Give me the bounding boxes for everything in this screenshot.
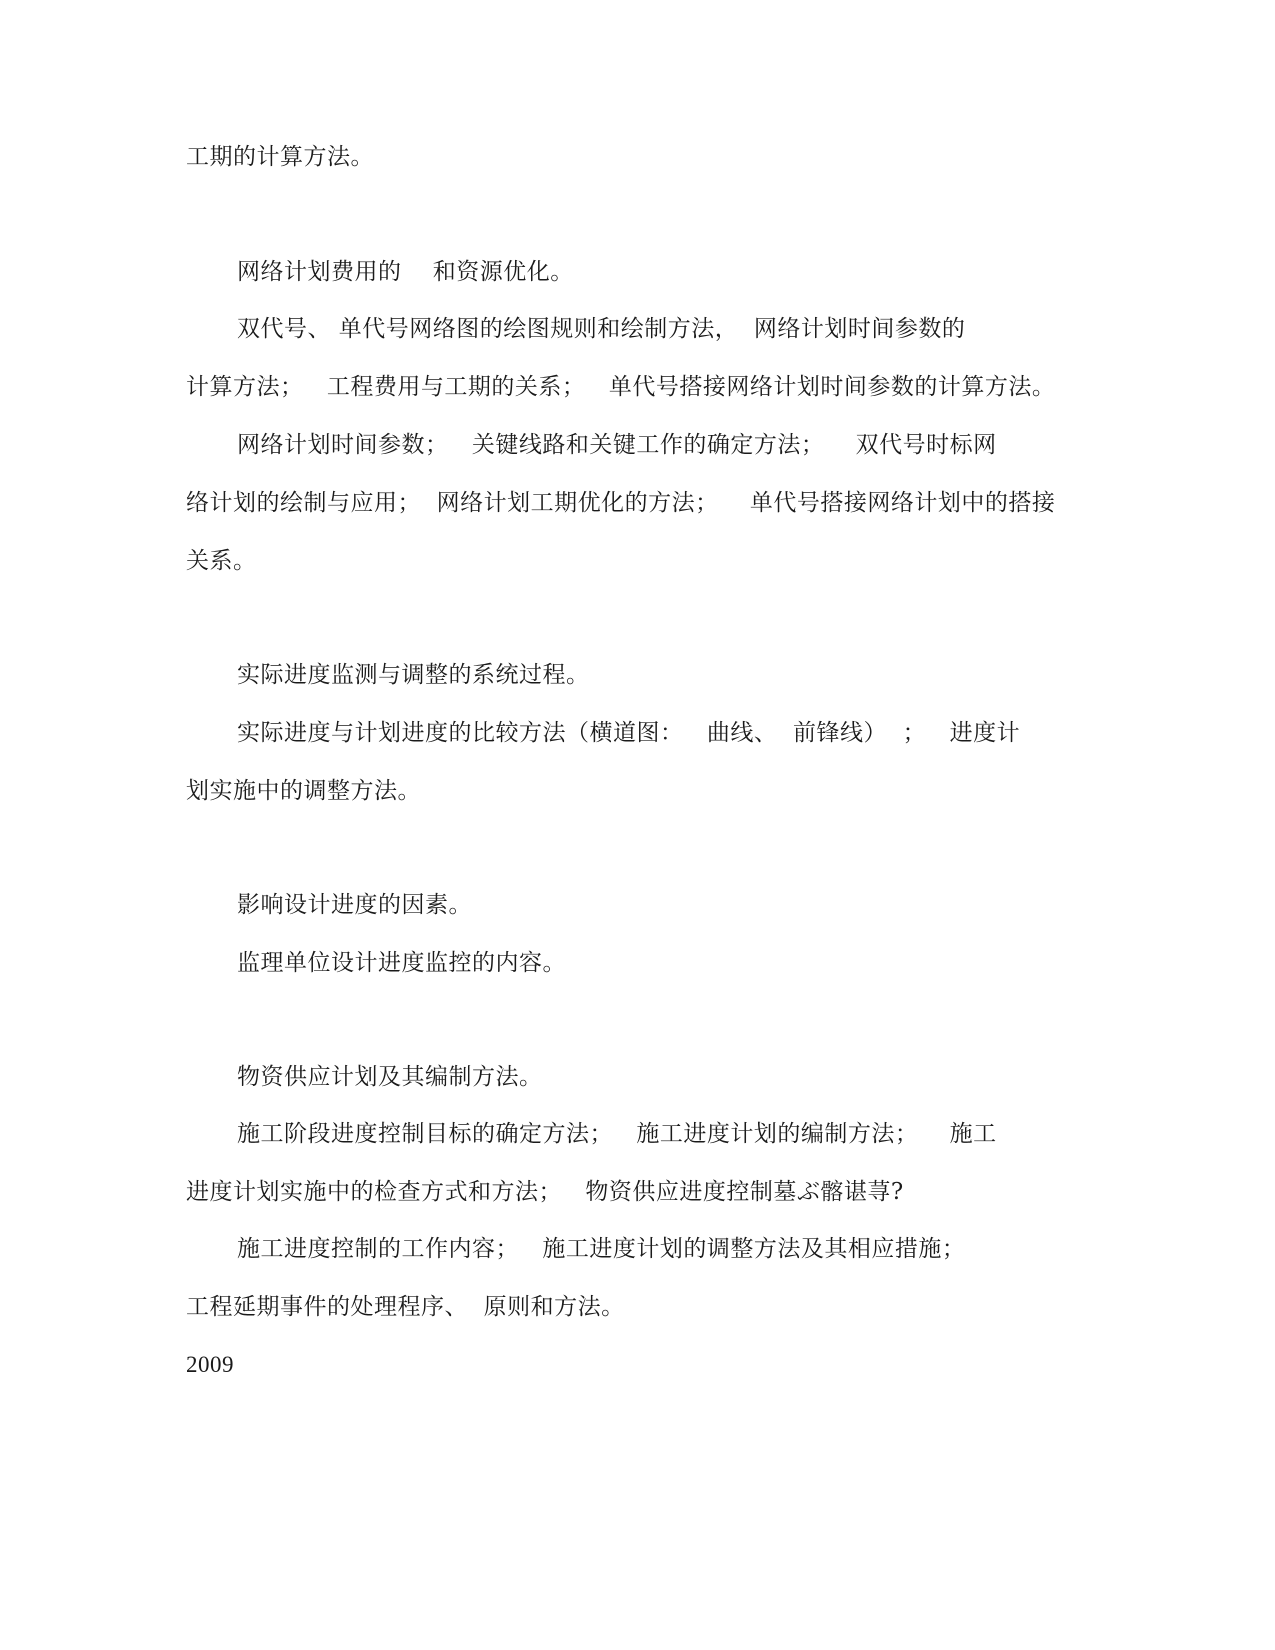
text-line: 进度计划实施中的检查方式和方法； 物资供应进度控制墓ぶ髂谌荨? bbox=[186, 1179, 904, 1205]
text-line: 实际进度监测与调整的系统过程。 bbox=[237, 662, 590, 688]
text-line: 实际进度与计划进度的比较方法（横道图： 曲线、 前锋线） ； 进度计 bbox=[237, 720, 1021, 746]
year-text: 2009 bbox=[186, 1352, 234, 1377]
text-line: 络计划的绘制与应用； 网络计划工期优化的方法； 单代号搭接网络计划中的搭接 bbox=[186, 490, 1056, 516]
text-line: 计算方法； 工程费用与工期的关系； 单代号搭接网络计划时间参数的计算方法。 bbox=[186, 374, 1056, 400]
text-line: 物资供应计划及其编制方法。 bbox=[237, 1064, 543, 1090]
text-line: 划实施中的调整方法。 bbox=[186, 778, 421, 804]
text-line: 工程延期事件的处理程序、 原则和方法。 bbox=[186, 1294, 625, 1320]
text-line: 施工阶段进度控制目标的确定方法； 施工进度计划的编制方法； 施工 bbox=[237, 1121, 997, 1147]
text-line: 关系。 bbox=[186, 548, 257, 574]
text-line: 工期的计算方法。 bbox=[186, 144, 374, 170]
text-line: 施工进度控制的工作内容； 施工进度计划的调整方法及其相应措施； bbox=[237, 1236, 966, 1262]
text-line: 影响设计进度的因素。 bbox=[237, 892, 472, 918]
text-line: 网络计划时间参数； 关键线路和关键工作的确定方法； 双代号时标网 bbox=[237, 432, 997, 458]
text-line: 网络计划费用的 和资源优化。 bbox=[237, 259, 574, 285]
text-line: 监理单位设计进度监控的内容。 bbox=[237, 950, 566, 976]
text-line: 双代号、 单代号网络图的绘图规则和绘制方法， 网络计划时间参数的 bbox=[237, 316, 966, 342]
